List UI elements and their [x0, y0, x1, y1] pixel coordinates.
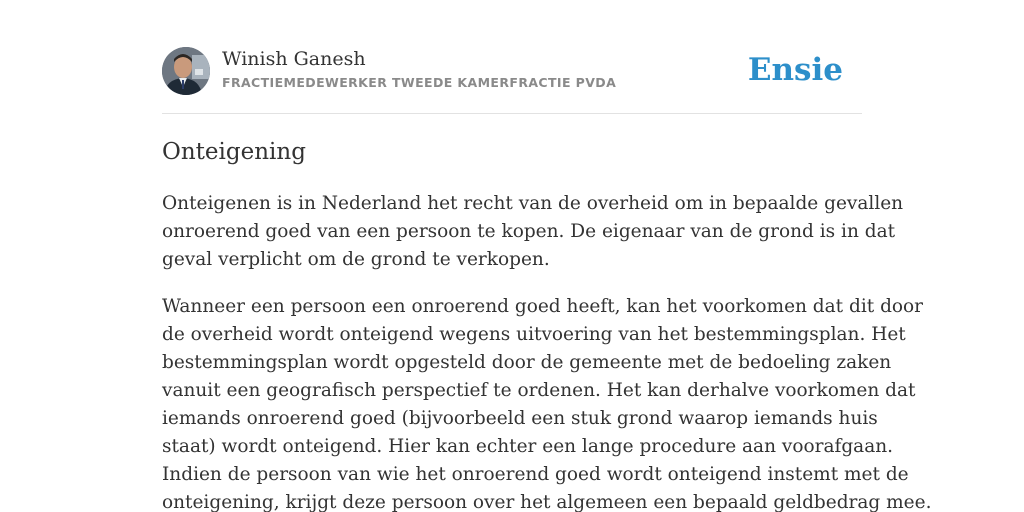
article-paragraph — [162, 293, 932, 512]
paragraph-line: geval verplicht om de grond te verkopen. — [162, 249, 550, 270]
paragraph-line: Onteigenen is in Nederland het recht van de overheid om in bepaalde gevallen — [162, 193, 904, 214]
paragraph-line: Indien de persoon van wie het onroerend goed wordt onteigend instemt met de — [162, 464, 909, 485]
paragraph-line: Wanneer een persoon een onroerend goed heeft, kan het voorkomen dat dit door — [162, 296, 924, 317]
author-avatar[interactable] — [162, 47, 210, 95]
avatar-portrait-icon — [162, 47, 210, 95]
ensie-logo[interactable]: Ensie — [747, 52, 843, 88]
article-paragraph — [162, 190, 904, 274]
article-title: Onteigening — [162, 139, 306, 165]
article-body — [162, 190, 932, 512]
paragraph-line: de overheid wordt onteigend wegens uitvoering van het bestemmingsplan. Het — [162, 324, 906, 345]
paragraph-line: vanuit een geografisch perspectief te ordenen. Het kan derhalve voorkomen dat — [162, 380, 916, 401]
author-role: FRACTIEMEDEWERKER TWEEDE KAMERFRACTIE PVDA — [222, 75, 617, 90]
paragraph-line: bestemmingsplan wordt opgesteld door de gemeente met de bedoeling zaken — [162, 352, 892, 373]
paragraph-line: iemands onroerend goed (bijvoorbeeld een stuk grond waarop iemands huis — [162, 408, 878, 429]
author-header — [162, 46, 862, 96]
paragraph-line: onteigening, krijgt deze persoon over het algemeen een bepaald geldbedrag mee. — [162, 492, 932, 512]
author-name[interactable]: Winish Ganesh — [222, 48, 366, 70]
paragraph-line: onroerend goed van een persoon te kopen. De eigenaar van de grond is in dat — [162, 221, 896, 242]
header-divider — [162, 113, 862, 114]
paragraph-line: staat) wordt onteigend. Hier kan echter een lange procedure aan voorafgaan. — [162, 436, 894, 457]
